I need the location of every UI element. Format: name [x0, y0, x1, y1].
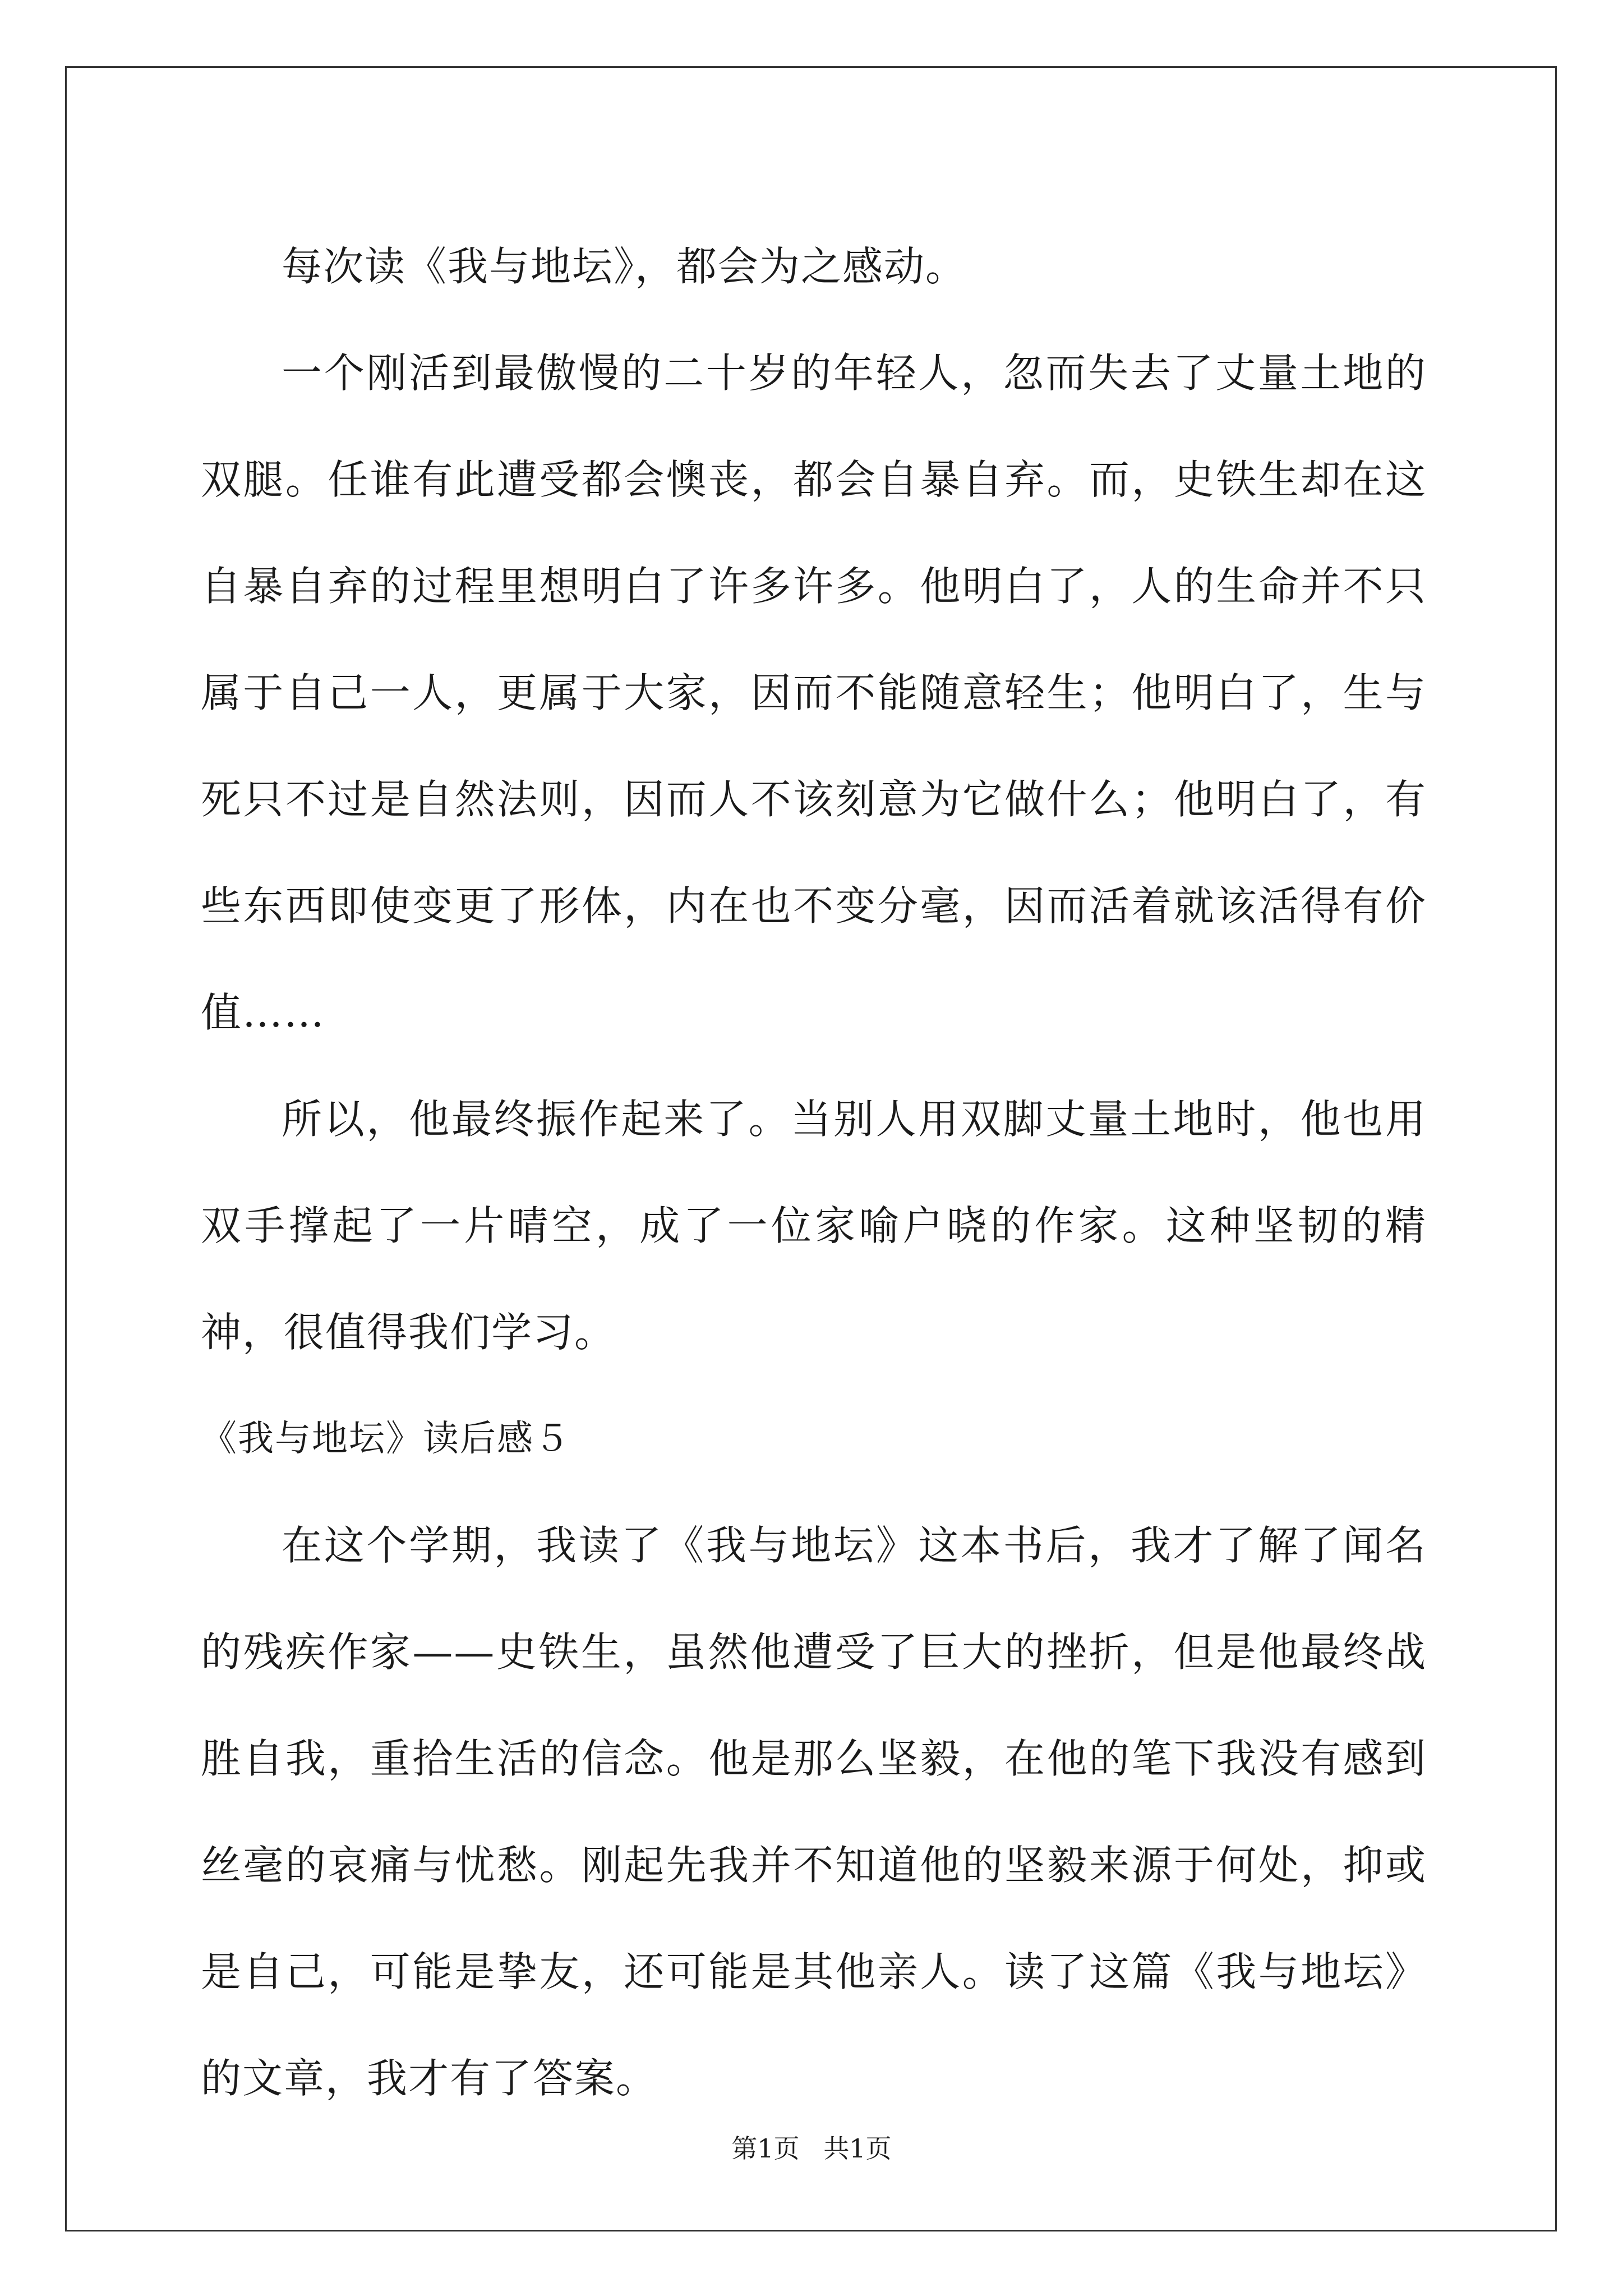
- paragraph-3: 所以，他最终振作起来了。当别人用双脚丈量土地时，他也用双手撑起了一片晴空，成了一位家喻户晓的作家。这种坚韧的精神，很值得我们学习。: [201, 1096, 1427, 1356]
- paragraph-4: 在这个学期，我读了《我与地坛》这本书后，我才了解了闻名的残疾作家——史铁生，虽然他遭受了巨大的挫折，但是他最终战胜自我，重拾生活的信念。他是那么坚毅，在他的笔下我没有感到丝毫的哀痛与忧愁。刚起先我并不知道他的坚毅来源于何处，抑或是自己，可能是挚友，还可能是其他亲人。读了这篇《我与地坛》的文章，我才有了答案。: [201, 1522, 1427, 2102]
- document-body: [201, 213, 1427, 2132]
- page-number: 第1页: [731, 2133, 800, 2164]
- paragraph-2: 一个刚活到最傲慢的二十岁的年轻人，忽而失去了丈量土地的双腿。任谁有此遭受都会懊丧，都会自暴自弃。而，史铁生却在这自暴自弃的过程里想明白了许多许多。他明白了，人的生命并不只属于自己一人，更属于大家，因而不能随意轻生；他明白了，生与死只不过是自然法则，因而人不该刻意为它做什么；他明白了，有些东西即使变更了形体，内在也不变分毫，因而活着就该活得有价值……: [201, 349, 1427, 1036]
- page-footer: [0, 2132, 1623, 2165]
- section-heading: 《我与地坛》读后感５: [201, 1418, 571, 1460]
- paragraph-1: 每次读《我与地坛》，都会为之感动。: [282, 243, 967, 290]
- page-total: 共1页: [823, 2133, 892, 2164]
